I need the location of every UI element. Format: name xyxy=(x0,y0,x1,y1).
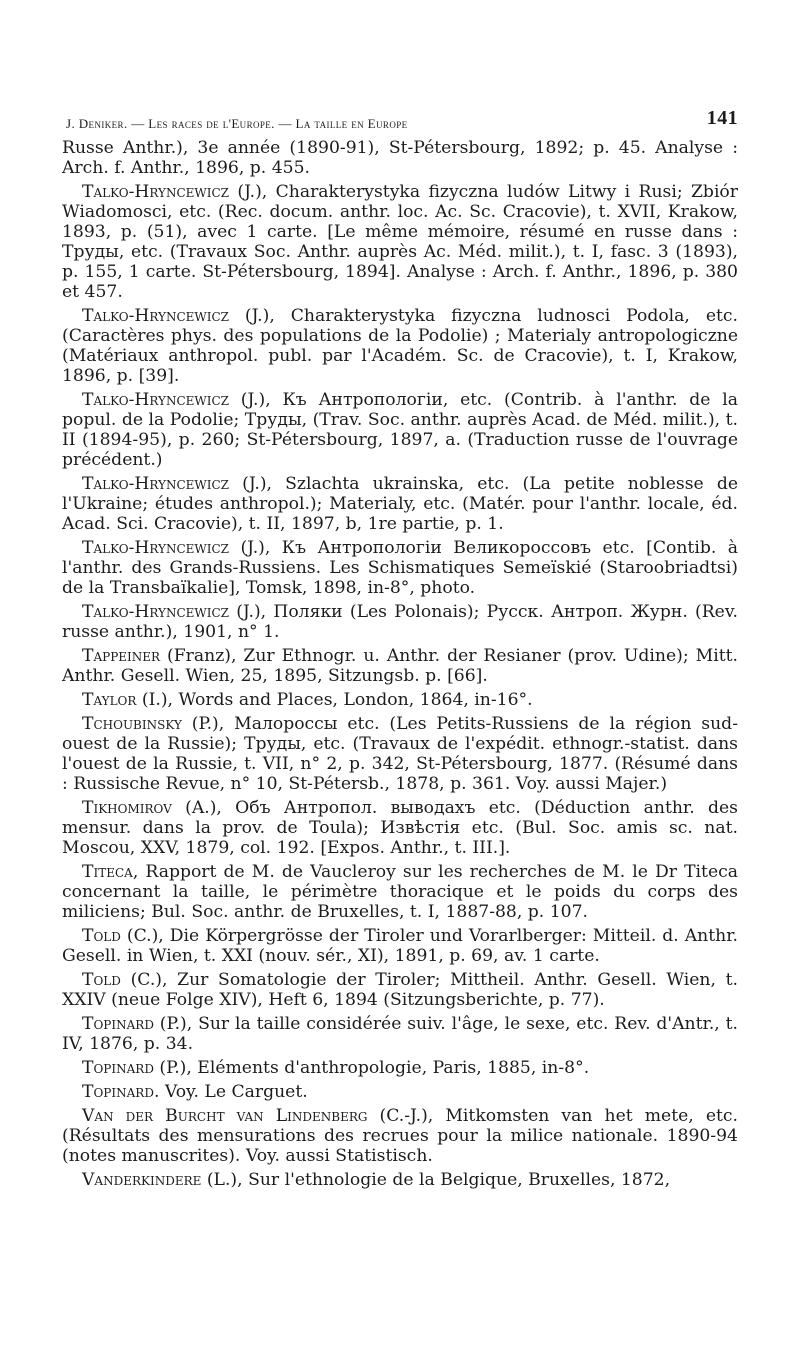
entry-author: Talko-Hryncewicz xyxy=(82,602,229,622)
entry-author: Topinard xyxy=(82,1014,154,1034)
running-head-title xyxy=(66,116,408,132)
entry-author: Taylor xyxy=(82,690,137,710)
bibliography-entry xyxy=(62,1014,738,1054)
entry-author: Talko-Hryncewicz xyxy=(82,474,229,494)
bibliography-entry xyxy=(62,1170,738,1190)
entry-text: (L.), Sur l'ethnologie de la Belgique, Bruxelles, 1872, xyxy=(201,1170,671,1190)
bibliography-entry xyxy=(62,182,738,302)
entry-text: (J.), Къ Антропологіи Великороссовъ etc. [Contib. à l'anthr. des Grands-Russiens. Les Schismatiques Semeïskié (Staroobriadtsi) de la Transbaïkalie], Tomsk, 1898, in-8°, photo. xyxy=(62,538,738,598)
entry-author: Van der Burcht van Lindenberg xyxy=(82,1106,368,1126)
entry-text: (J.), Къ Антропологіи, etc. (Contrib. à l'anthr. de la popul. de la Podolie; Труды, (Trav. Soc. anthr. auprès Acad. de Méd. milit.), t. II (1894-95), p. 260; St-Pétersbourg, 1897, a. (Traduction russe de l'ouvrage précédent.) xyxy=(62,390,738,470)
running-head xyxy=(62,104,738,130)
bibliography-entry xyxy=(62,138,738,178)
bibliography-entry xyxy=(62,538,738,598)
bibliography-entry xyxy=(62,474,738,534)
entry-author: Talko-Hryncewicz xyxy=(82,390,229,410)
entry-text: (C.), Die Körpergrösse der Tiroler und Vorarlberger: Mitteil. d. Anthr. Gesell. in Wien, t. XXI (nouv. sér., XI), 1891, p. 69, av. 1 carte. xyxy=(62,926,738,966)
entry-author: Told xyxy=(82,926,121,946)
bibliography-entry xyxy=(62,602,738,642)
entry-author: Told xyxy=(82,970,121,990)
entry-text: . Voy. Le Carguet. xyxy=(153,1082,308,1102)
entry-text: (I.), Words and Places, London, 1864, in-16°. xyxy=(136,690,533,710)
entry-author: Tikhomirov xyxy=(82,798,172,818)
entry-text: (J.), Charakterystyka fizyczna ludnosci Podola, etc. (Caractères phys. des populations de la Podolie) ; Materialy antropologiczne (Matériaux anthropol. publ. par l'Académ. Sc. de Cracovie), t. I, Krakow, 1896, p. [39]. xyxy=(62,306,738,386)
entry-text: (P.), Eléments d'anthropologie, Paris, 1885, in-8°. xyxy=(153,1058,590,1078)
entry-author: Topinard xyxy=(82,1082,154,1102)
bibliography-entry xyxy=(62,970,738,1010)
document-page xyxy=(62,104,738,1190)
entry-text: (C.-J.), Mitkomsten van het mete, etc. (Résultats des mensurations des recrues pour la milice nationale. 1890-94 (notes manuscrites). Voy. aussi Statistisch. xyxy=(62,1106,738,1166)
entry-text: (P.), Sur la taille considérée suiv. l'âge, le sexe, etc. Rev. d'Antr., t. IV, 1876, p. 34. xyxy=(62,1014,738,1054)
bibliography-entry xyxy=(62,690,738,710)
page-number: 141 xyxy=(706,107,738,129)
bibliography-entry xyxy=(62,926,738,966)
bibliography-entry xyxy=(62,1106,738,1166)
entry-text: , Rapport de M. de Vaucleroy sur les recherches de M. le Dr Titeca concernant la taille, le périmètre thoracique et le poids du corps des miliciens; Bul. Soc. anthr. de Bruxelles, t. I, 1887-88, p. 107. xyxy=(62,862,738,922)
bibliography-entry xyxy=(62,390,738,470)
running-head-text: J. Deniker. — Les races de l'Europe. — La taille en Europe xyxy=(66,116,408,131)
bibliography-entry xyxy=(62,1058,738,1078)
entry-text: (J.), Charakterystyka fizyczna ludów Litwy i Rusi; Zbiór Wiadomosci, etc. (Rec. docum. anthr. loc. Ac. Sc. Cracovie), t. XVII, Krakow, 1893, p. (51), avec 1 carte. [Le même mémoire, résumé en russe dans : Труды, etc. (Travaux Soc. Anthr. auprès Ac. Méd. milit.), t. I, fasc. 3 (1893), p. 155, 1 carte. St-Pétersbourg, 1894]. Analyse : Arch. f. Anthr., 1896, p. 380 et 457. xyxy=(62,182,738,302)
entry-author: Talko-Hryncewicz xyxy=(82,538,229,558)
bibliography-entry xyxy=(62,798,738,858)
entry-text: (J.), Поляки (Les Polonais); Русск. Антроп. Журн. (Rev. russe anthr.), 1901, n° 1. xyxy=(62,602,738,642)
entry-text: (J.), Szlachta ukrainska, etc. (La petite noblesse de l'Ukraine; études anthropol.); Materialy, etc. (Matér. pour l'anthr. locale, éd. Acad. Sci. Cracovie), t. II, 1897, b, 1re partie, p. 1. xyxy=(62,474,738,534)
entry-text: Russe Anthr.), 3e année (1890-91), St-Pétersbourg, 1892; p. 45. Analyse : Arch. f. Anthr., 1896, p. 455. xyxy=(62,138,738,178)
entry-text: (P.), Малороссы etc. (Les Petits-Russiens de la région sud-ouest de la Russie); Труды, etc. (Travaux de l'expédit. ethnogr.-statist. dans l'ouest de la Russie, t. VII, n° 2, p. 342, St-Pétersbourg, 1877. (Résumé dans : Russische Revue, n° 10, St-Pétersb., 1878, p. 361. Voy. aussi Majer.) xyxy=(62,714,738,794)
entry-text: (Franz), Zur Ethnogr. u. Anthr. der Resianer (prov. Udine); Mitt. Anthr. Gesell. Wien, 25, 1895, Sitzungsb. p. [66]. xyxy=(62,646,738,686)
bibliography-entry xyxy=(62,306,738,386)
entry-author: Talko-Hryncewicz xyxy=(82,306,229,326)
entry-author: Vanderkindere xyxy=(82,1170,202,1190)
entry-text: (A.), Объ Антропол. выводахъ etc. (Déduction anthr. des mensur. dans la prov. de Toula); Извѣстія etc. (Bul. Soc. amis sc. nat. Moscou, XXV, 1879, col. 192. [Expos. Anthr., t. III.]. xyxy=(62,798,738,858)
entry-author: Tappeiner xyxy=(82,646,161,666)
entry-author: Titeca xyxy=(82,862,133,882)
entry-author: Talko-Hryncewicz xyxy=(82,182,229,202)
bibliography-entry xyxy=(62,1082,738,1102)
entry-author: Topinard xyxy=(82,1058,154,1078)
bibliography-list xyxy=(62,138,738,1194)
bibliography-entry xyxy=(62,714,738,794)
entry-author: Tchoubinsky xyxy=(82,714,182,734)
entry-text: (C.), Zur Somatologie der Tiroler; Mittheil. Anthr. Gesell. Wien, t. XXIV (neue Folge XIV), Heft 6, 1894 (Sitzungsberichte, p. 77). xyxy=(62,970,738,1010)
bibliography-entry xyxy=(62,646,738,686)
bibliography-entry xyxy=(62,862,738,922)
